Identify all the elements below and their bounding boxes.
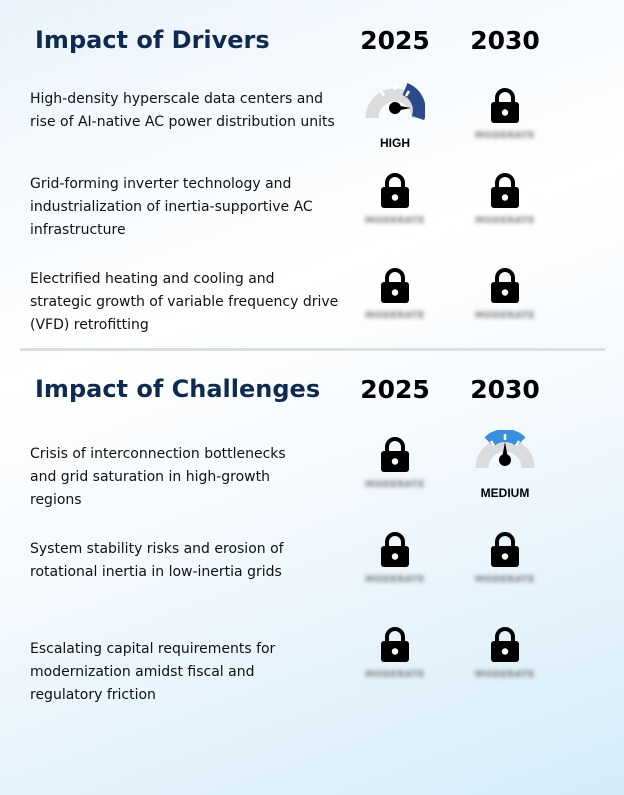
challenges-year-2030: 2030 <box>470 375 540 404</box>
challenge-1-2030-cell <box>450 430 560 520</box>
challenge-2-2030-cell[interactable] <box>450 532 560 622</box>
drivers-year-2025: 2025 <box>360 26 430 55</box>
lock-icon[interactable] <box>490 627 520 663</box>
driver-text: Grid-forming inverter technology and industrialization of inertia-supportive AC infrastructure <box>30 176 313 238</box>
hidden-impact-label: MODERATE <box>475 575 535 585</box>
challenge-text: System stability risks and erosion of rotational inertia in low-inertia grids <box>30 541 284 580</box>
challenge-3-2030-cell[interactable] <box>450 627 560 717</box>
impact-level-label: HIGH <box>380 136 410 150</box>
hidden-impact-label: MODERATE <box>365 670 425 680</box>
drivers-title: Impact of Drivers <box>35 26 270 54</box>
hidden-impact-label: MODERATE <box>365 575 425 585</box>
challenge-text: Escalating capital requirements for modernization amidst fiscal and regulatory friction <box>30 641 276 703</box>
challenge-text: Crisis of interconnection bottlenecks and grid saturation in high-growth regions <box>30 446 286 508</box>
lock-icon[interactable] <box>380 532 410 568</box>
hidden-impact-label: MODERATE <box>365 216 425 226</box>
drivers-year-2030: 2030 <box>470 26 540 55</box>
driver-text: High-density hyperscale data centers and rise of AI-native AC power distribution units <box>30 91 335 130</box>
hidden-impact-label: MODERATE <box>475 131 535 141</box>
hidden-impact-label: MODERATE <box>475 311 535 321</box>
driver-text: Electrified heating and cooling and strategic growth of variable frequency drive (VFD) retrofitting <box>30 271 339 333</box>
lock-icon[interactable] <box>490 532 520 568</box>
challenge-3-2025-cell[interactable] <box>340 627 450 717</box>
hidden-impact-label: MODERATE <box>475 216 535 226</box>
challenge-1-2025-cell[interactable] <box>340 437 450 527</box>
challenge-2-2025-cell[interactable] <box>340 532 450 622</box>
gauge-icon <box>475 430 535 476</box>
hidden-impact-label: MODERATE <box>365 311 425 321</box>
lock-icon[interactable] <box>380 627 410 663</box>
hidden-impact-label: MODERATE <box>365 480 425 490</box>
challenges-title: Impact of Challenges <box>35 375 321 403</box>
lock-icon[interactable] <box>380 437 410 473</box>
challenges-year-2025: 2025 <box>360 375 430 404</box>
impact-level-label: MEDIUM <box>480 486 530 500</box>
hidden-impact-label: MODERATE <box>475 670 535 680</box>
